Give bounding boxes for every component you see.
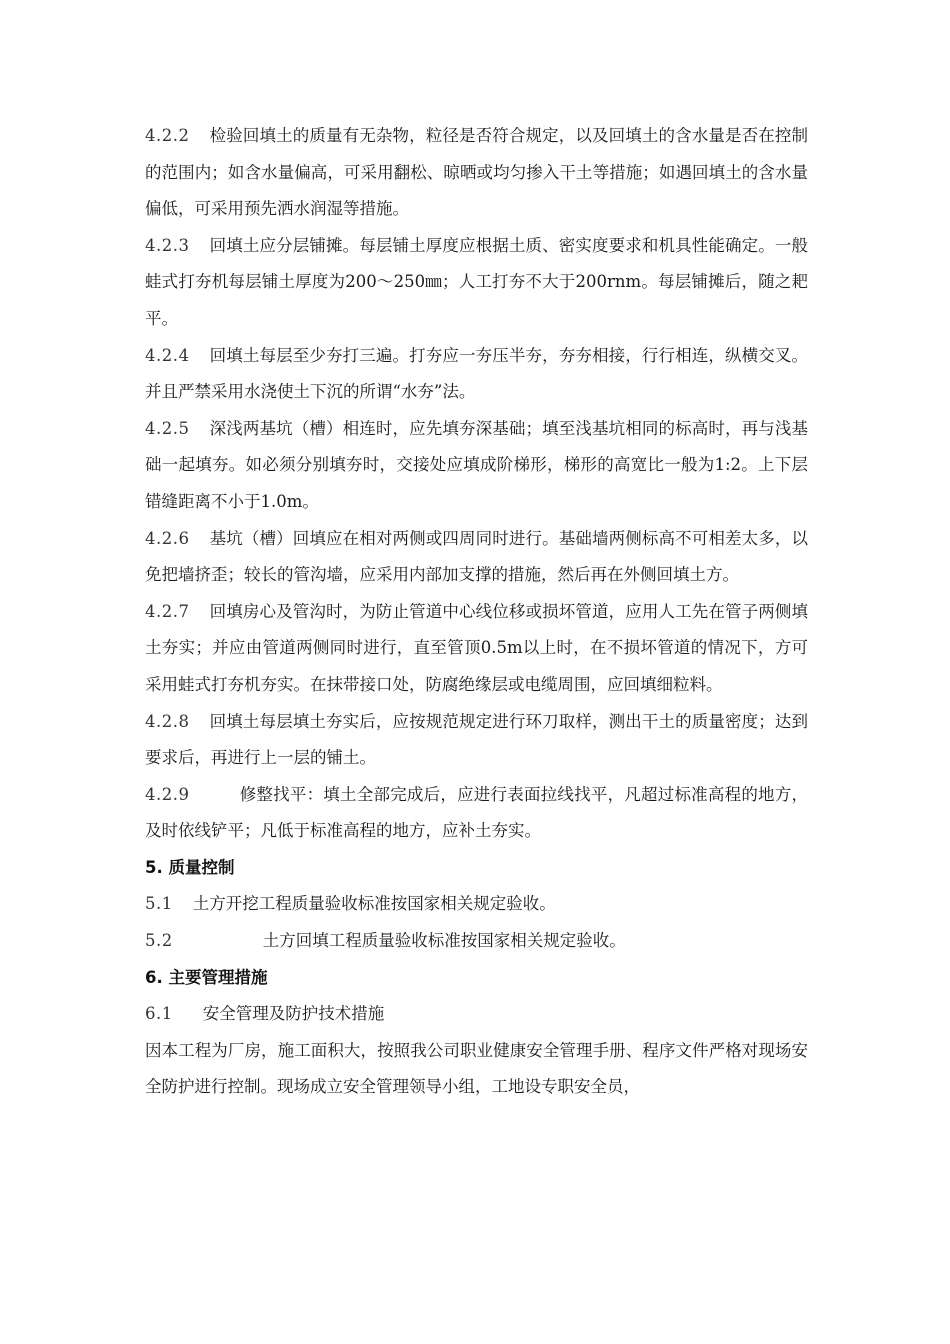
document-page [145, 118, 808, 1106]
section-number: 4.2.7 [145, 601, 190, 621]
heading-management-measures: 6. 主要管理措施 [145, 967, 268, 987]
section-number: 4.2.9 [145, 784, 190, 804]
section-4-2-7 [145, 594, 808, 704]
section-text: 回填土每层至少夯打三遍。打夯应一夯压半夯，夯夯相接，行行相连，纵横交叉。并且严禁采用水浇使土下沉的所谓“水夯”法。 [145, 345, 808, 402]
section-number: 6.1 [145, 1004, 173, 1024]
section-4-2-9 [145, 777, 808, 850]
section-number: 5.1 [145, 894, 173, 914]
section-4-2-2 [145, 118, 808, 228]
section-5-2 [145, 923, 808, 960]
section-5-1 [145, 886, 808, 923]
section-4-2-5 [145, 411, 808, 521]
section-number: 4.2.6 [145, 528, 190, 548]
section-number: 4.2.4 [145, 345, 190, 365]
section-number: 4.2.3 [145, 235, 190, 255]
section-text: 土方回填工程质量验收标准按国家相关规定验收。 [262, 931, 626, 951]
section-text: 土方开挖工程质量验收标准按国家相关规定验收。 [192, 894, 556, 914]
section-4-2-4 [145, 338, 808, 411]
section-text: 基坑（槽）回填应在相对两侧或四周同时进行。基础墙两侧标高不可相差太多，以免把墙挤歪；较长的管沟墙，应采用内部加支撑的措施，然后再在外侧回填土方。 [145, 528, 808, 585]
section-text: 回填土应分层铺摊。每层铺土厚度应根据土质、密实度要求和机具性能确定。一般蛙式打夯机每层铺土厚度为200～250㎜；人工打夯不大于200rnm。每层铺摊后，随之耙平。 [145, 235, 808, 328]
section-text: 安全管理及防护技术措施 [202, 1004, 385, 1024]
section-text: 修整找平：填土全部完成后，应进行表面拉线找平，凡超过标准高程的地方，及时依线铲平；凡低于标准高程的地方，应补土夯实。 [145, 784, 808, 841]
section-number: 5.2 [145, 931, 173, 951]
section-4-2-3 [145, 228, 808, 338]
section-4-2-6 [145, 521, 808, 594]
section-number: 4.2.8 [145, 711, 190, 731]
section-text: 深浅两基坑（槽）相连时，应先填夯深基础；填至浅基坑相同的标高时，再与浅基础一起填夯。如必须分别填夯时，交接处应填成阶梯形，梯形的高宽比一般为1:2。上下层错缝距离不小于1.0m。 [145, 418, 808, 511]
closing-paragraph: 因本工程为厂房，施工面积大，按照我公司职业健康安全管理手册、程序文件严格对现场安全防护进行控制。现场成立安全管理领导小组，工地设专职安全员， [145, 1040, 808, 1097]
section-6-1 [145, 996, 808, 1033]
section-text: 回填土每层填土夯实后，应按规范规定进行环刀取样，测出干土的质量密度；达到要求后，再进行上一层的铺土。 [145, 711, 808, 768]
heading-quality-control: 5. 质量控制 [145, 857, 235, 877]
section-4-2-8 [145, 704, 808, 777]
section-number: 4.2.2 [145, 126, 190, 145]
section-number: 4.2.5 [145, 418, 190, 438]
section-text: 回填房心及管沟时，为防止管道中心线位移或损坏管道，应用人工先在管子两侧填土夯实；并应由管道两侧同时进行，直至管顶0.5m以上时，在不损坏管道的情况下，方可采用蛙式打夯机夯实。在抹带接口处，防腐绝缘层或电缆周围，应回填细粒料。 [145, 601, 808, 694]
section-text: 检验回填土的质量有无杂物，粒径是否符合规定，以及回填土的含水量是否在控制的范围内；如含水量偏高，可采用翻松、晾晒或均匀掺入干土等措施；如遇回填土的含水量偏低，可采用预先洒水润湿等措施。 [145, 126, 808, 219]
